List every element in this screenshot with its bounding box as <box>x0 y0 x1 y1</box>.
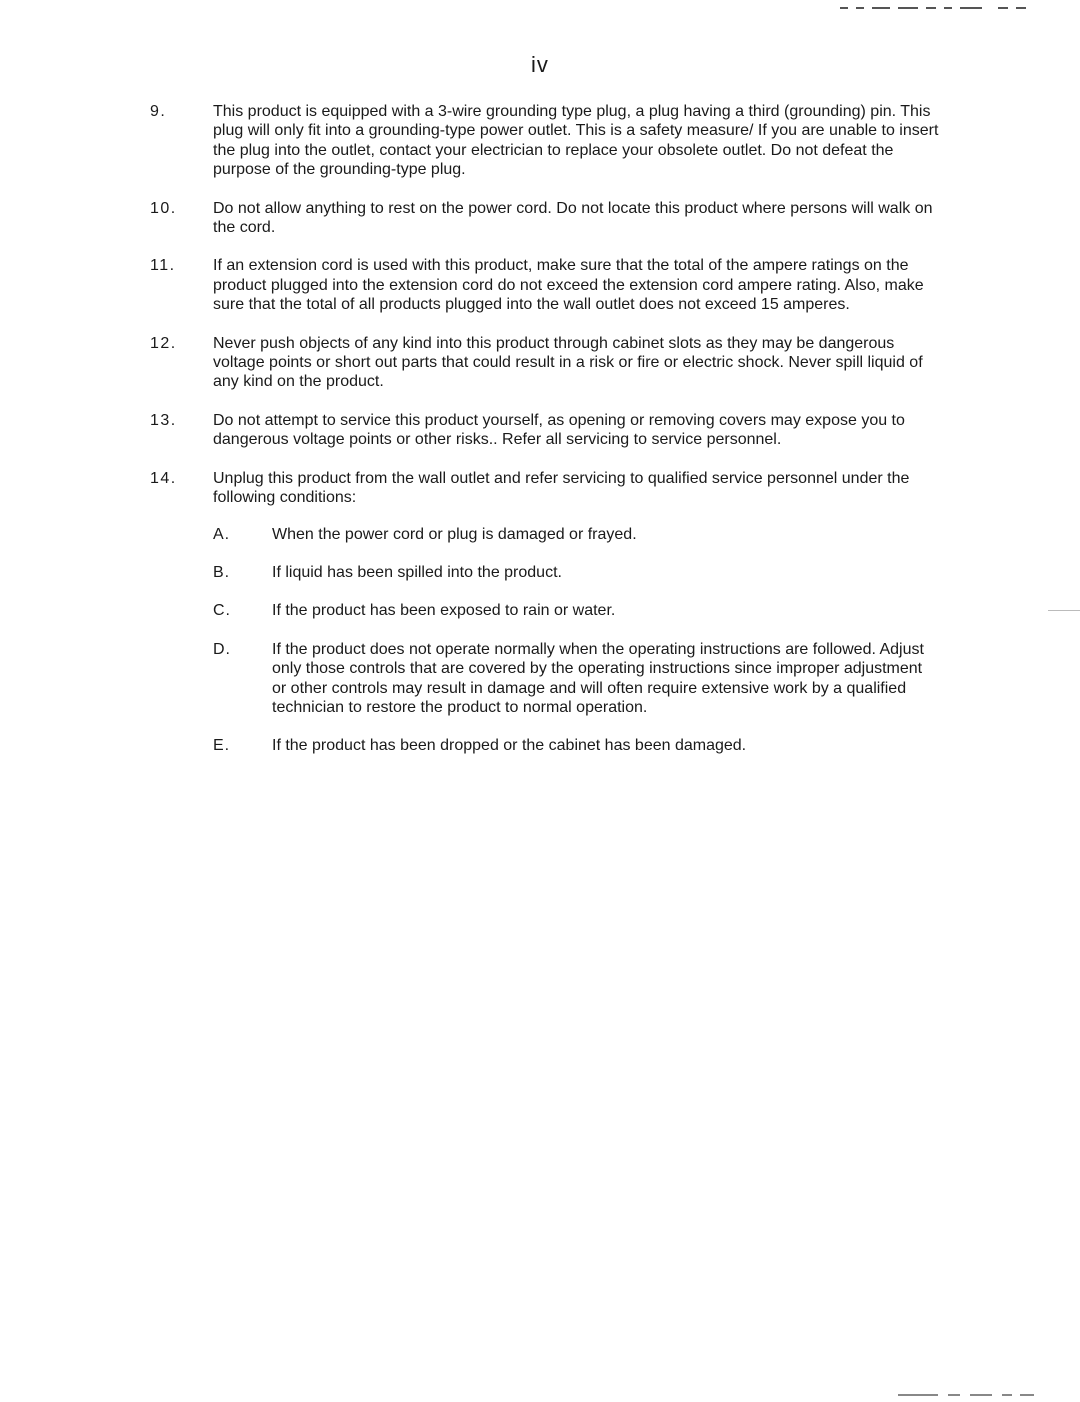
list-item <box>150 256 940 314</box>
condition-text: If the product has been exposed to rain or water. <box>272 602 616 620</box>
item-number: 14. <box>150 469 177 487</box>
item-number: 13. <box>150 411 177 429</box>
safety-instructions-list <box>150 102 940 775</box>
item-text: Do not allow anything to rest on the power cord. Do not locate this product where persons will walk on the cord. <box>213 199 933 237</box>
list-item <box>150 102 940 180</box>
condition-text: If the product does not operate normally when the operating instructions are followed. Adjust only those controls that are covered by the operating instructions since improper adjustment or other controls may result in damage and will often require extensive work by a qualified technician to restore the product to normal operation. <box>272 640 924 716</box>
list-item <box>150 199 940 238</box>
condition-letter: A. <box>213 525 231 543</box>
item-text: Do not attempt to service this product yourself, as opening or removing covers may expose you to dangerous voltage points or other risks.. Refer all servicing to service personnel. <box>213 411 905 449</box>
condition-item <box>213 640 940 718</box>
conditions-list <box>213 525 940 756</box>
condition-letter: B. <box>213 563 231 581</box>
condition-text: If liquid has been spilled into the product. <box>272 563 562 581</box>
condition-item <box>213 525 940 544</box>
list-item <box>150 469 940 508</box>
scan-marks-bottom <box>898 1394 1038 1396</box>
condition-letter: D. <box>213 640 231 658</box>
item-text: This product is equipped with a 3-wire grounding type plug, a plug having a third (grounding) pin. This plug will only fit into a grounding-type power outlet. This is a safety measure/ If you are unable to insert the plug into the outlet, contact your electrician to replace your obsolete outlet. Do not defeat the purpose of the grounding-type plug. <box>213 103 939 179</box>
list-item <box>150 411 940 450</box>
list-item <box>150 334 940 392</box>
page-number: iv <box>531 52 549 77</box>
item-text: Never push objects of any kind into this product through cabinet slots as they may be dangerous voltage points or short out parts that could result in a risk or fire or electric shock. Never spill liquid of any kind on the product. <box>213 334 923 391</box>
item-number: 12. <box>150 334 177 352</box>
condition-item <box>213 563 940 582</box>
item-number: 9. <box>150 103 167 120</box>
margin-line <box>1048 610 1080 611</box>
condition-text: If the product has been dropped or the cabinet has been damaged. <box>272 737 747 755</box>
condition-item <box>213 601 940 620</box>
item-text: If an extension cord is used with this product, make sure that the total of the ampere ratings on the product plugged into the extension cord do not exceed the extension cord ampere rating. Also, make sure that the total of all products plugged into the wall outlet does not exceed 15 amperes. <box>213 257 924 314</box>
condition-text: When the power cord or plug is damaged or frayed. <box>272 525 637 543</box>
item-number: 10. <box>150 199 177 217</box>
condition-letter: C. <box>213 602 231 620</box>
item-text: Unplug this product from the wall outlet and refer servicing to qualified service personnel under the following conditions: <box>213 469 910 507</box>
condition-item <box>213 736 940 755</box>
condition-letter: E. <box>213 737 231 755</box>
item-number: 11. <box>150 257 176 275</box>
scan-marks-top <box>840 7 1040 9</box>
